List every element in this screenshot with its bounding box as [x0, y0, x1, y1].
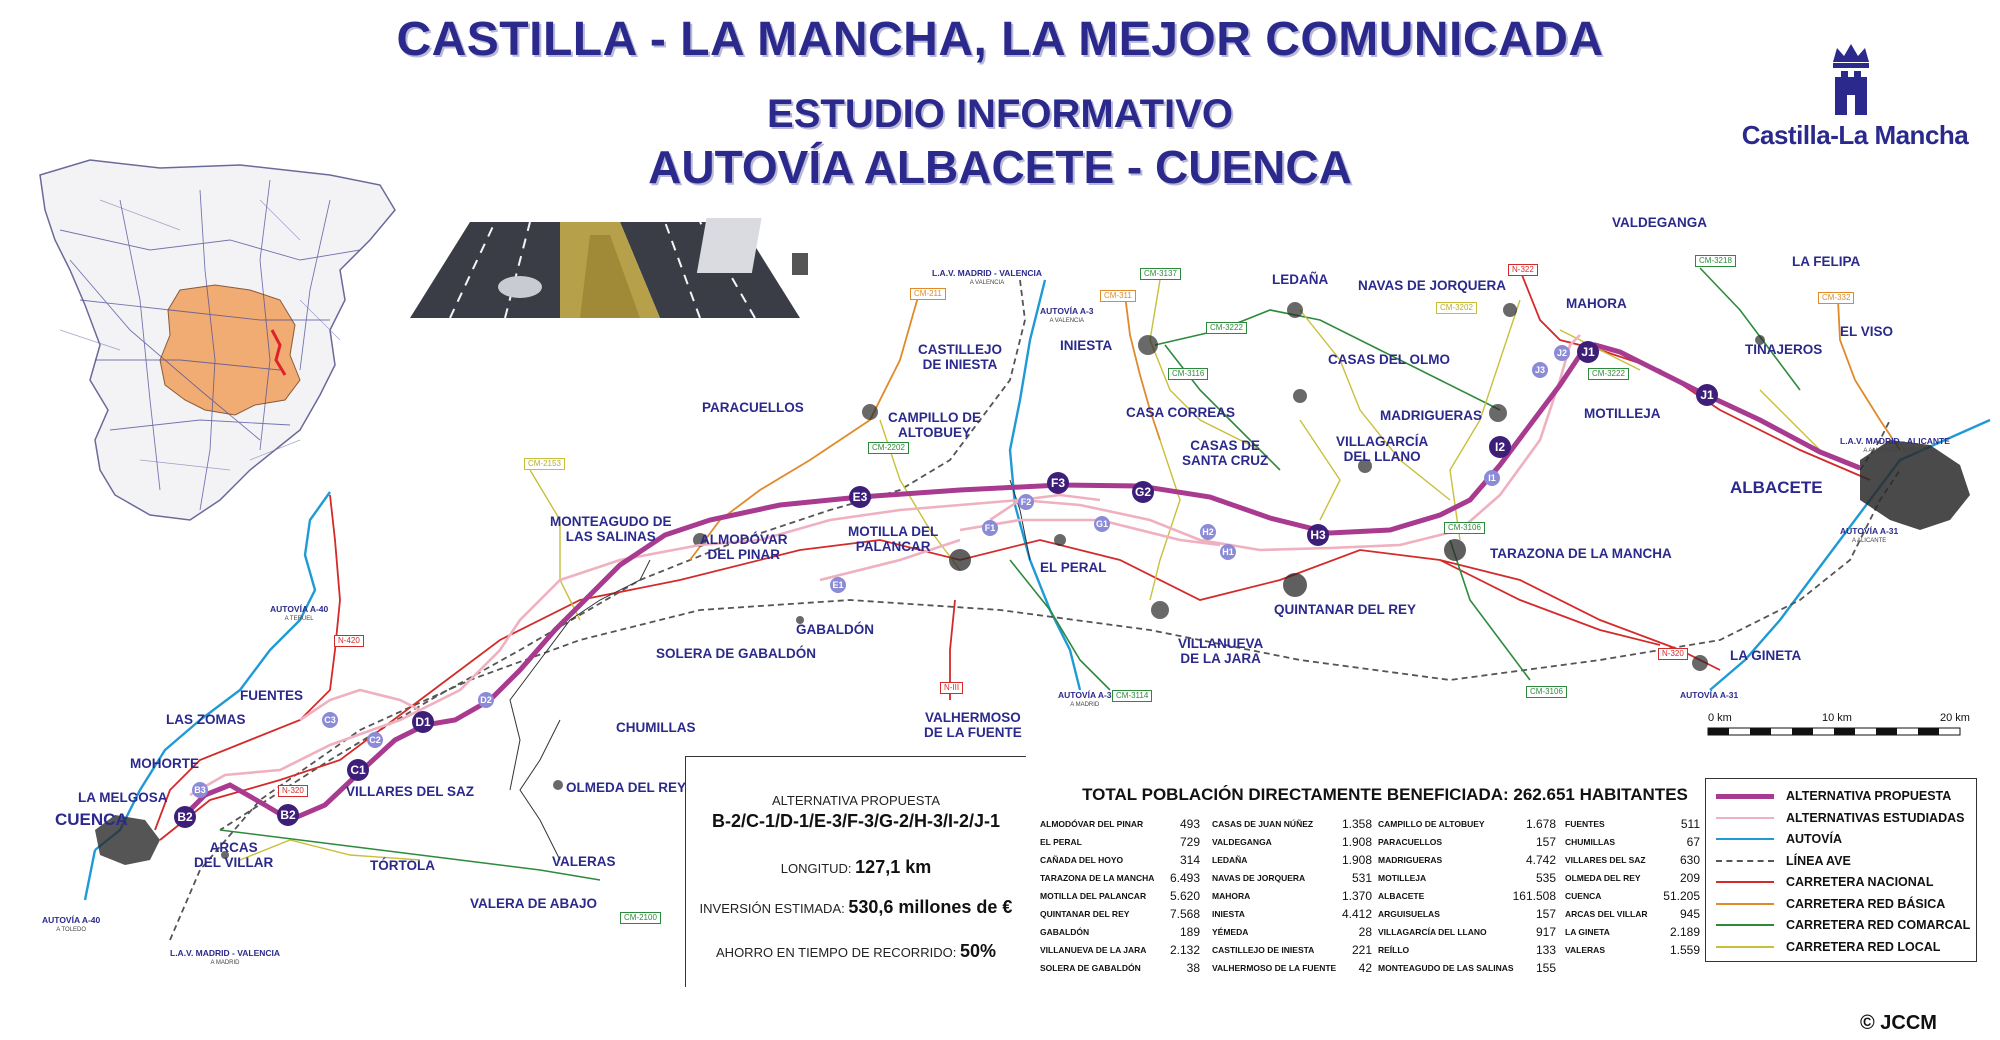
node-g2: [1132, 481, 1154, 503]
roadtag-cm3202: CM-3202: [1436, 302, 1477, 314]
roadtag-cm2153: CM-2153: [524, 458, 565, 470]
population-value: 4.412: [1341, 907, 1372, 921]
population-town: MOTILLA DEL PALANCAR: [1040, 891, 1147, 901]
population-town: OLMEDA DEL REY: [1565, 873, 1641, 883]
copyright: © JCCM: [1860, 1012, 1937, 1034]
population-town: ALMODÓVAR DEL PINAR: [1040, 819, 1144, 829]
ref-lav-madrid-alicante: L.A.V. MADRID - ALICANTE A ALICANTE / MURCIA: [1840, 436, 1950, 454]
svg-text:H2: H2: [1202, 527, 1214, 537]
node-d1: [412, 711, 434, 733]
population-row: [1212, 851, 1372, 869]
svg-text:I1: I1: [1488, 473, 1496, 483]
legend-item: [1716, 918, 1970, 932]
population-town: MOTILLEJA: [1378, 873, 1427, 883]
population-value: 157: [1535, 907, 1556, 921]
population-town: EL PERAL: [1040, 837, 1082, 847]
population-row: [1040, 905, 1200, 923]
inversion-row: INVERSIÓN ESTIMADA: 530,6 millones de €: [699, 897, 1013, 917]
ref-autovia-a40-teruel: AUTOVÍA A-40 A TERUEL: [270, 604, 329, 622]
population-row: [1040, 869, 1200, 887]
population-town: NAVAS DE JORQUERA: [1212, 873, 1306, 883]
town-paracuellos: PARACUELLOS: [702, 400, 804, 415]
ref-autovia-a31-bottom: AUTOVÍA A-31: [1680, 690, 1739, 700]
legend-swatch: [1716, 817, 1774, 819]
scale-bar: [1708, 728, 1960, 735]
roadtag-cm3116: CM-3116: [1168, 368, 1208, 380]
town-motilleja: MOTILLEJA: [1584, 406, 1661, 421]
region-logo: Castilla-La Mancha: [1741, 120, 1969, 150]
population-row: [1565, 815, 1700, 833]
town-valera-de-abajo: VALERA DE ABAJO: [470, 896, 598, 911]
town-las-zomas: LAS ZOMAS: [166, 712, 246, 727]
population-column: [1565, 815, 1700, 959]
node-b2-west: [174, 806, 196, 828]
svg-text:F3: F3: [1050, 476, 1066, 490]
roadtag-cm3106-a: CM-3106: [1444, 522, 1485, 534]
population-value: 630: [1679, 853, 1700, 867]
town-el-viso: EL VISO: [1840, 324, 1894, 339]
population-row: [1212, 941, 1372, 959]
svg-text:G2: G2: [1134, 485, 1152, 499]
population-row: [1212, 905, 1372, 923]
population-value: 314: [1179, 853, 1200, 867]
node-j1-east: [1696, 384, 1718, 406]
legend-label: ALTERNATIVA PROPUESTA: [1786, 789, 1952, 803]
svg-text:B2: B2: [280, 808, 296, 822]
roadtag-cm3222-b: CM-3222: [1588, 368, 1629, 380]
population-row: [1565, 869, 1700, 887]
population-value: 157: [1535, 835, 1556, 849]
population-town: VILLARES DEL SAZ: [1565, 855, 1646, 865]
town-villanueva: VILLANUEVA DE LA JARA: [1178, 636, 1264, 666]
population-value: 51.205: [1663, 889, 1700, 903]
map-legend: [1705, 778, 1977, 962]
population-town: GABALDÓN: [1040, 927, 1090, 937]
alternative-value: B-2/C-1/D-1/E-3/F-3/G-2/H-3/I-2/J-1: [711, 811, 1001, 831]
legend-swatch: [1716, 838, 1774, 840]
town-el-peral: EL PERAL: [1040, 560, 1107, 575]
node-h1: [1220, 544, 1236, 560]
population-row: [1040, 815, 1200, 833]
town-iniesta: INIESTA: [1060, 338, 1113, 353]
town-villagarcia: VILLAGARCÍA DEL LLANO: [1336, 434, 1429, 464]
roadtag-cm3114: CM-3114: [1112, 690, 1152, 702]
ahorro-row: AHORRO EN TIEMPO DE RECORRIDO: 50%: [716, 941, 996, 961]
town-tinajeros: TINAJEROS: [1745, 342, 1823, 357]
town-tarazona: TARAZONA DE LA MANCHA: [1490, 546, 1672, 561]
population-row: [1378, 887, 1556, 905]
population-town: CASTILLEJO DE INIESTA: [1212, 945, 1315, 955]
town-olmeda-del-rey: OLMEDA DEL REY: [566, 780, 687, 795]
population-row: [1565, 923, 1700, 941]
population-town: VILLAGARCÍA DEL LLANO: [1378, 927, 1487, 937]
town-madrigueras: MADRIGUERAS: [1380, 408, 1483, 423]
town-navas-de-jorquera: NAVAS DE JORQUERA: [1358, 278, 1507, 293]
population-town: MADRIGUERAS: [1378, 855, 1443, 865]
population-row: [1378, 833, 1556, 851]
population-town: MONTEAGUDO DE LAS SALINAS: [1378, 963, 1514, 973]
ref-autovia-a31-top: AUTOVÍA A-31 A ALICANTE: [1840, 526, 1899, 544]
node-i2: [1489, 436, 1511, 458]
population-value: 161.508: [1512, 889, 1556, 903]
node-c1: [347, 759, 369, 781]
town-mohorte: MOHORTE: [130, 756, 199, 771]
node-f1: [982, 520, 998, 536]
svg-text:F1: F1: [984, 523, 996, 533]
population-town: LEDAÑA: [1212, 855, 1248, 865]
node-h2: [1200, 524, 1216, 540]
alternative-label: ALTERNATIVA PROPUESTA: [771, 793, 941, 808]
roadtag-n320-a: N-320: [278, 785, 308, 797]
population-value: 189: [1179, 925, 1200, 939]
population-row: [1378, 869, 1556, 887]
town-valdeganga: VALDEGANGA: [1612, 215, 1708, 230]
population-row: [1040, 923, 1200, 941]
legend-label: CARRETERA RED BÁSICA: [1786, 896, 1946, 911]
ref-autovia-a3-top: AUTOVÍA A-3 A VALENCIA: [1040, 306, 1094, 324]
svg-text:C2: C2: [369, 735, 381, 745]
legend-label: CARRETERA RED LOCAL: [1786, 939, 1941, 954]
population-row: [1378, 905, 1556, 923]
population-value: 1.908: [1341, 853, 1372, 867]
node-j1-north: [1577, 341, 1599, 363]
node-g1: [1094, 516, 1110, 532]
town-campillo: CAMPILLO DE ALTOBUEY: [888, 410, 981, 440]
scale-label-0: 0 km: [1708, 712, 1732, 724]
svg-text:D2: D2: [480, 695, 492, 705]
population-value: 535: [1535, 871, 1556, 885]
legend-swatch: [1716, 860, 1774, 862]
population-town: QUINTANAR DEL REY: [1040, 909, 1130, 919]
population-value: 5.620: [1169, 889, 1200, 903]
town-la-gineta: LA GINETA: [1730, 648, 1802, 663]
ref-lav-madrid-valencia-top: L.A.V. MADRID - VALENCIA A VALENCIA: [932, 268, 1043, 286]
population-row: [1565, 887, 1700, 905]
longitud-row: LONGITUD: 127,1 km: [780, 857, 932, 877]
population-town: TARAZONA DE LA MANCHA: [1040, 873, 1155, 883]
town-valhermoso: VALHERMOSO DE LA FUENTE: [924, 710, 1022, 740]
node-c2: [367, 732, 383, 748]
population-row: [1212, 833, 1372, 851]
legend-item: [1716, 789, 1951, 803]
population-town: FUENTES: [1565, 819, 1605, 829]
town-casas-del-olmo: CASAS DEL OLMO: [1328, 352, 1451, 367]
population-value: 1.559: [1669, 943, 1700, 957]
roadtag-cm3222-a: CM-3222: [1206, 322, 1247, 334]
population-value: 729: [1179, 835, 1200, 849]
population-value: 2.132: [1169, 943, 1200, 957]
legend-item: [1716, 940, 1940, 954]
population-row: [1378, 851, 1556, 869]
population-row: [1040, 851, 1200, 869]
population-town: ALBACETE: [1378, 891, 1425, 901]
svg-text:J2: J2: [1556, 348, 1568, 358]
node-i1: [1484, 470, 1500, 486]
population-row: [1212, 923, 1372, 941]
population-value: 1.908: [1341, 835, 1372, 849]
roadtag-cm2202: CM-2202: [868, 442, 909, 454]
population-row: [1565, 941, 1700, 959]
node-e1: [830, 577, 846, 593]
alternative-panel: [685, 756, 1026, 987]
population-value: 155: [1535, 961, 1556, 975]
population-town: MAHORA: [1212, 891, 1251, 901]
town-chumillas: CHUMILLAS: [616, 720, 696, 735]
town-casas-santa-cruz: CASAS DE SANTA CRUZ: [1182, 438, 1269, 468]
study-subtitle: ESTUDIO INFORMATIVO: [767, 92, 1233, 136]
population-row: [1040, 887, 1200, 905]
legend-label: CARRETERA NACIONAL: [1786, 875, 1934, 889]
town-mahora: MAHORA: [1566, 296, 1627, 311]
population-row: [1565, 905, 1700, 923]
legend-swatch: [1716, 881, 1774, 883]
population-value: 493: [1179, 817, 1200, 831]
roadtag-n320-b: N-320: [1658, 648, 1688, 660]
node-d2: [478, 692, 494, 708]
ref-autovia-a40-toledo: AUTOVÍA A-40 A TOLEDO: [42, 915, 101, 933]
roadtag-cm332: CM-332: [1818, 292, 1854, 304]
population-town: CAMPILLO DE ALTOBUEY: [1378, 819, 1485, 829]
svg-text:J1: J1: [1581, 345, 1595, 359]
roadtag-cm311: CM-311: [1100, 290, 1136, 302]
svg-text:E1: E1: [832, 580, 844, 590]
roadtag-cm211: CM-211: [910, 288, 946, 300]
node-b2-east: [277, 804, 299, 826]
population-row: [1040, 833, 1200, 851]
population-value: 2.189: [1669, 925, 1700, 939]
population-town: CUENCA: [1565, 891, 1602, 901]
legend-item: [1716, 811, 1964, 825]
town-fuentes: FUENTES: [240, 688, 304, 703]
population-town: CASAS DE JUAN NÚÑEZ: [1212, 819, 1314, 829]
population-value: 4.742: [1525, 853, 1556, 867]
population-value: 209: [1679, 871, 1700, 885]
population-town: REÍLLO: [1378, 945, 1410, 955]
town-cuenca: CUENCA: [55, 810, 128, 829]
roadtag-cm2100: CM-2100: [620, 912, 661, 924]
scale-label-10: 10 km: [1822, 712, 1852, 724]
legend-swatch: [1716, 903, 1774, 905]
population-row: [1565, 833, 1700, 851]
node-e3: [849, 486, 871, 508]
population-row: [1565, 851, 1700, 869]
roadtag-n420: N-420: [334, 635, 364, 647]
town-tortola: TÓRTOLA: [370, 858, 435, 873]
population-row: [1212, 815, 1372, 833]
population-town: CHUMILLAS: [1565, 837, 1616, 847]
population-row: [1040, 959, 1200, 977]
population-column: [1378, 815, 1556, 977]
town-albacete: ALBACETE: [1730, 478, 1823, 497]
town-solera: SOLERA DE GABALDÓN: [656, 646, 817, 661]
svg-text:B3: B3: [194, 785, 206, 795]
node-j3: [1532, 362, 1548, 378]
population-row: [1378, 923, 1556, 941]
svg-text:F2: F2: [1020, 497, 1032, 507]
population-column: [1212, 815, 1372, 977]
population-town: ARCAS DEL VILLAR: [1565, 909, 1648, 919]
svg-text:E3: E3: [852, 490, 868, 504]
svg-text:I2: I2: [1494, 440, 1506, 454]
town-motilla: MOTILLA DEL PALANCAR: [848, 524, 939, 554]
town-quintanar: QUINTANAR DEL REY: [1274, 602, 1417, 617]
population-row: [1212, 959, 1372, 977]
svg-text:B2: B2: [177, 810, 193, 824]
population-value: 1.370: [1341, 889, 1372, 903]
population-town: SOLERA DE GABALDÓN: [1040, 963, 1141, 973]
population-town: VILLANUEVA DE LA JARA: [1040, 945, 1147, 955]
legend-item: [1716, 832, 1842, 846]
population-value: 133: [1535, 943, 1556, 957]
population-row: [1212, 887, 1372, 905]
population-row: [1378, 959, 1556, 977]
town-castillejo: CASTILLEJO DE INIESTA: [918, 342, 1003, 372]
town-almodovar: ALMODÓVAR DEL PINAR: [700, 532, 788, 562]
ref-lav-madrid-valencia-bottom: L.A.V. MADRID - VALENCIA A MADRID: [170, 948, 281, 966]
population-title: TOTAL POBLACIÓN DIRECTAMENTE BENEFICIADA: 262.651 HABITANTES: [1082, 785, 1688, 804]
population-town: ARGUISUELAS: [1378, 909, 1440, 919]
town-villares-del-saz: VILLARES DEL SAZ: [346, 784, 475, 799]
population-row: [1378, 815, 1556, 833]
population-town: YÉMEDA: [1212, 927, 1249, 937]
legend-item: [1716, 854, 1851, 868]
legend-label: LÍNEA AVE: [1786, 853, 1851, 868]
population-town: VALERAS: [1565, 945, 1605, 955]
roadtag-n322: N-322: [1508, 264, 1538, 276]
node-b3: [192, 782, 208, 798]
population-town: CAÑADA DEL HOYO: [1040, 855, 1124, 865]
town-valeras: VALERAS: [552, 854, 616, 869]
population-row: [1212, 869, 1372, 887]
svg-text:H3: H3: [1310, 528, 1326, 542]
node-f3: [1047, 472, 1069, 494]
population-value: 221: [1351, 943, 1372, 957]
population-row: [1040, 941, 1200, 959]
population-value: 7.568: [1169, 907, 1200, 921]
ref-autovia-a3-bottom: AUTOVÍA A-3 A MADRID: [1058, 690, 1112, 708]
node-f2: [1018, 494, 1034, 510]
population-row: [1378, 941, 1556, 959]
svg-text:J1: J1: [1700, 388, 1714, 402]
town-ledana: LEDAÑA: [1272, 272, 1329, 287]
population-value: 945: [1679, 907, 1700, 921]
population-town: VALHERMOSO DE LA FUENTE: [1212, 963, 1337, 973]
population-value: 38: [1186, 961, 1200, 975]
population-town: VALDEGANGA: [1212, 837, 1272, 847]
legend-item: [1716, 875, 1933, 889]
population-value: 531: [1351, 871, 1372, 885]
population-value: 67: [1686, 835, 1700, 849]
legend-swatch: [1716, 794, 1774, 799]
population-value: 1.358: [1341, 817, 1372, 831]
roadtag-cm3106-b: CM-3106: [1526, 686, 1567, 698]
population-town: INIESTA: [1212, 909, 1245, 919]
legend-label: CARRETERA RED COMARCAL: [1786, 918, 1971, 932]
roadtag-cm3218: CM-3218: [1695, 255, 1736, 267]
scale-label-20: 20 km: [1940, 712, 1970, 724]
page-title: CASTILLA - LA MANCHA, LA MEJOR COMUNICADA: [396, 13, 1604, 66]
population-value: 1.678: [1525, 817, 1556, 831]
town-casa-correas: CASA CORREAS: [1126, 405, 1236, 420]
town-la-felipa: LA FELIPA: [1792, 254, 1861, 269]
population-town: PARACUELLOS: [1378, 837, 1443, 847]
svg-text:D1: D1: [415, 715, 431, 729]
town-gabaldon: GABALDÓN: [796, 622, 874, 637]
svg-text:C1: C1: [350, 763, 366, 777]
population-column: [1040, 815, 1200, 977]
node-h3: [1307, 524, 1329, 546]
town-monteagudo: MONTEAGUDO DE LAS SALINAS: [550, 514, 672, 544]
population-value: 917: [1535, 925, 1556, 939]
svg-text:H1: H1: [1222, 547, 1234, 557]
node-j2: [1554, 345, 1570, 361]
svg-text:J3: J3: [1534, 365, 1546, 375]
legend-item: [1716, 897, 1945, 911]
roadtag-cm3137: CM-3137: [1140, 268, 1181, 280]
studied-nodes: [192, 345, 1570, 798]
svg-text:C3: C3: [324, 715, 336, 725]
population-value: 42: [1358, 961, 1372, 975]
svg-text:G1: G1: [1095, 519, 1109, 529]
legend-label: ALTERNATIVAS ESTUDIADAS: [1786, 810, 1965, 825]
town-la-melgosa: LA MELGOSA: [78, 790, 168, 805]
node-c3: [322, 712, 338, 728]
legend-swatch: [1716, 924, 1774, 926]
population-town: LA GINETA: [1565, 927, 1610, 937]
town-arcas: ARCAS DEL VILLAR: [194, 840, 274, 870]
population-value: 28: [1358, 925, 1372, 939]
legend-label: AUTOVÍA: [1786, 832, 1843, 846]
project-title: AUTOVÍA ALBACETE - CUENCA: [648, 141, 1352, 193]
population-value: 511: [1680, 817, 1700, 831]
legend-swatch: [1716, 946, 1774, 948]
roadtag-nIII: N-III: [940, 682, 963, 694]
population-value: 6.493: [1169, 871, 1200, 885]
